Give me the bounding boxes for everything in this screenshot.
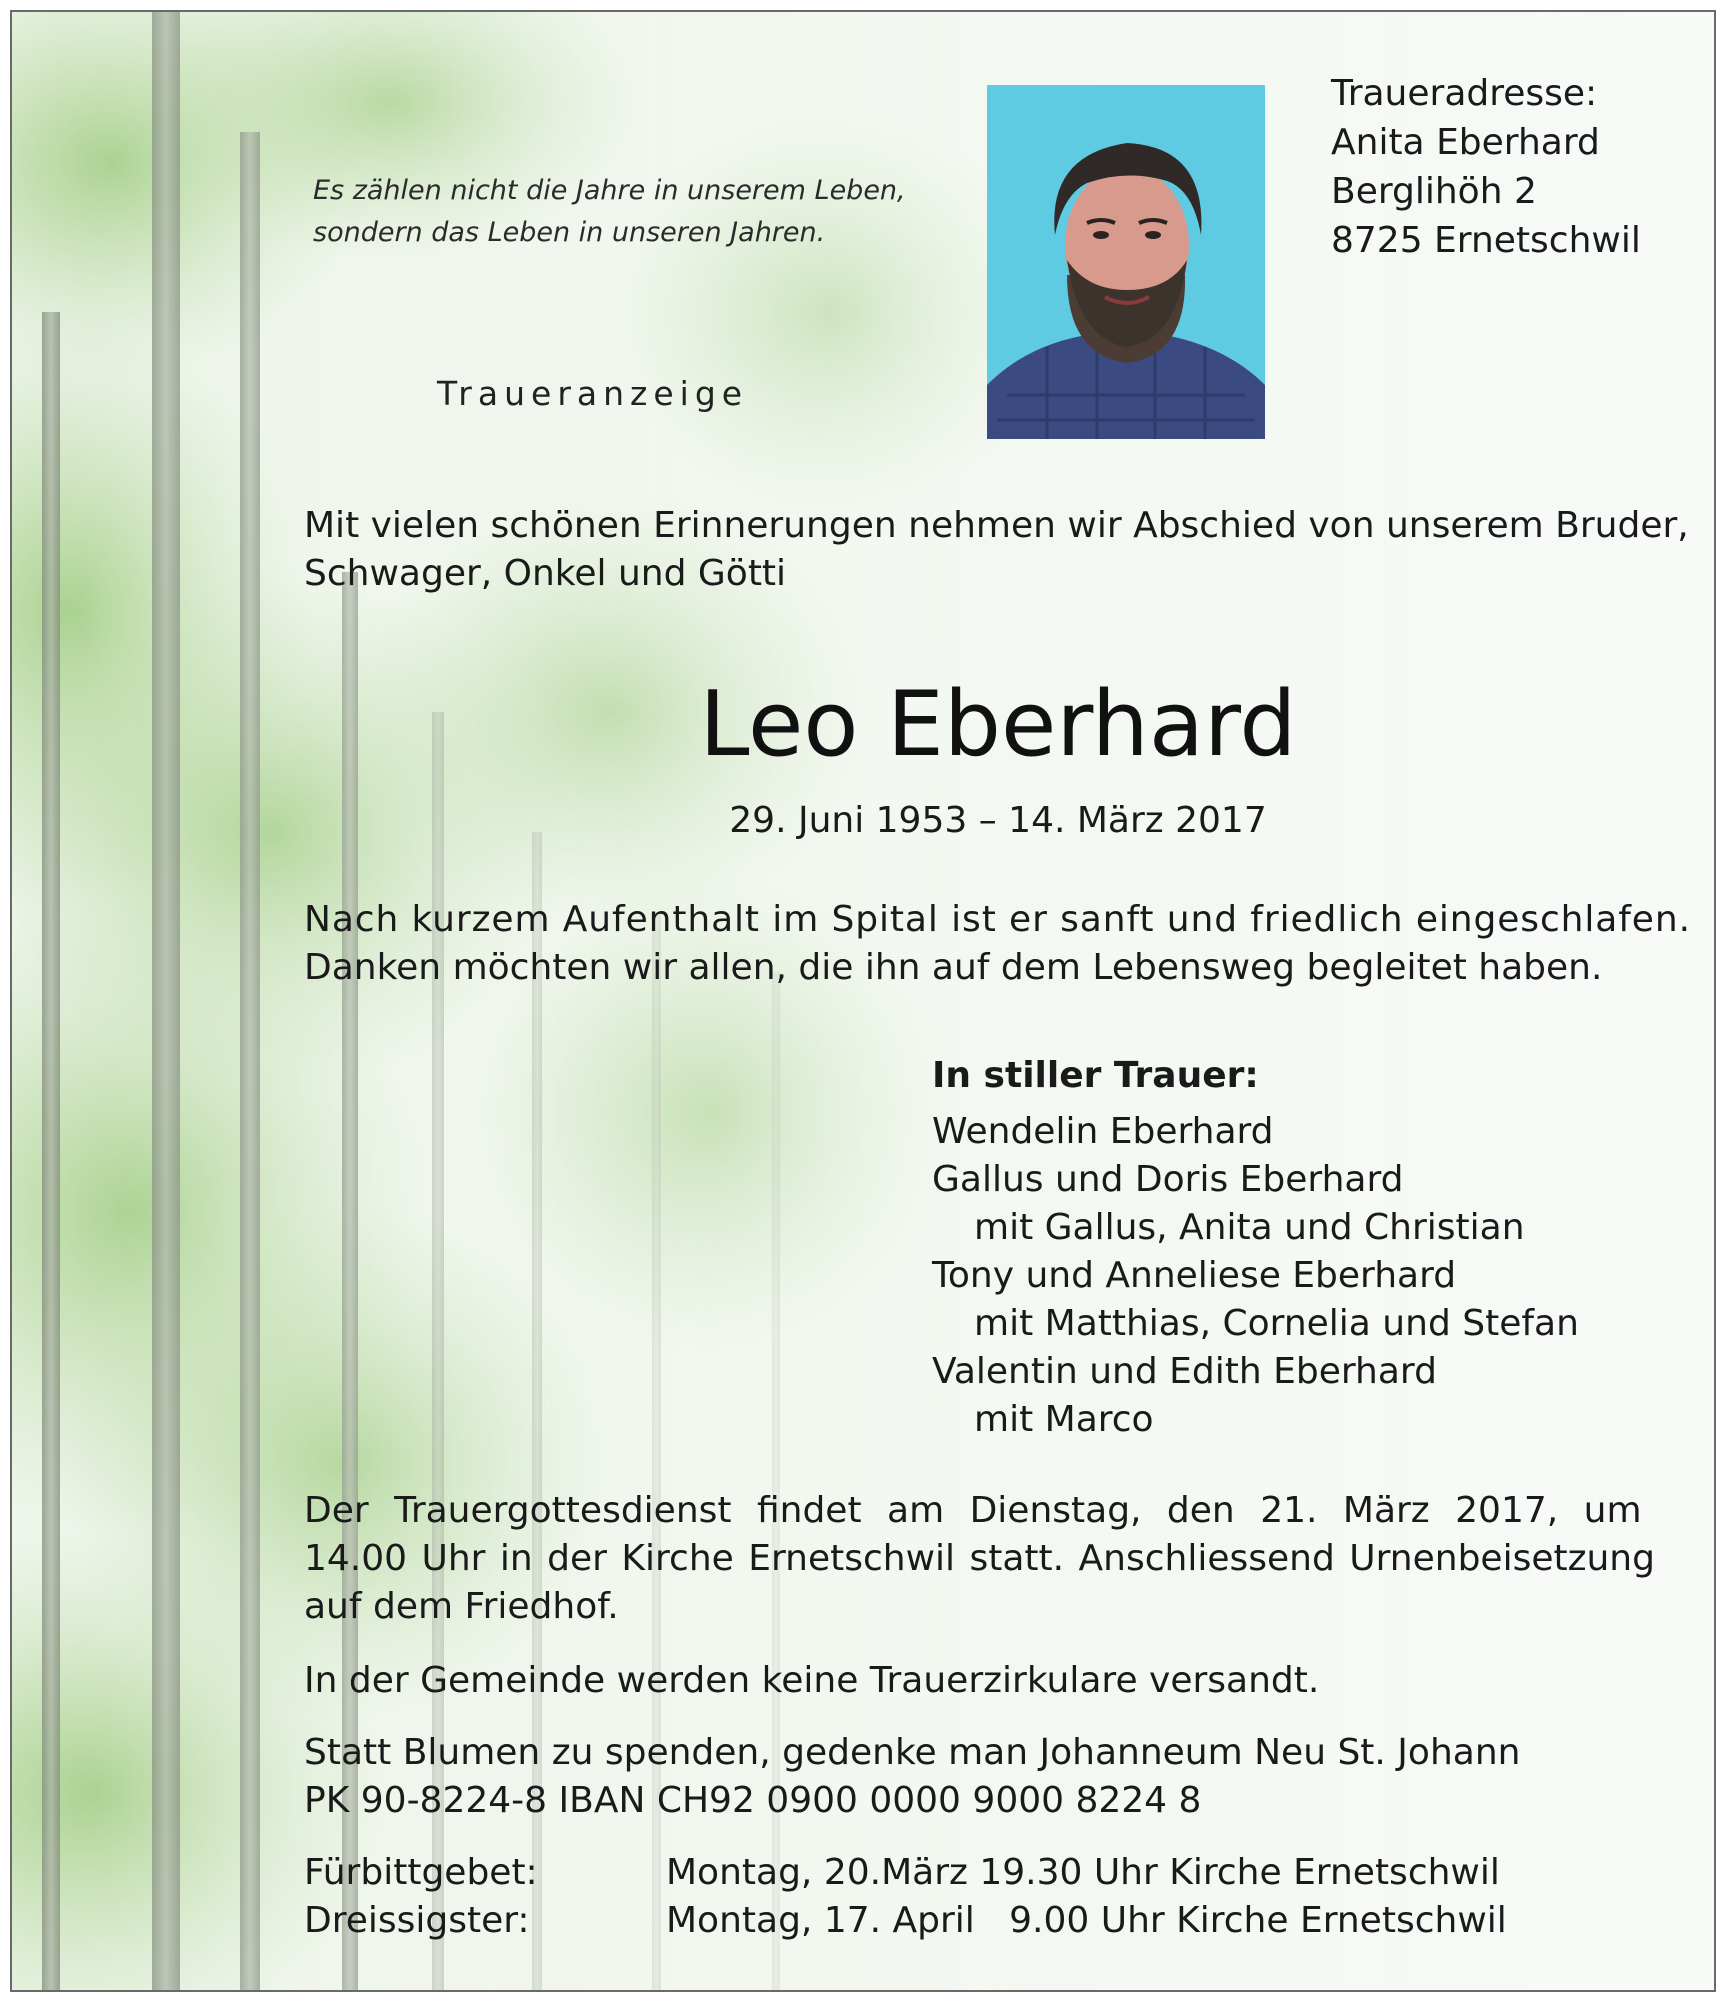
notice-line: In der Gemeinde werden keine Trauerzirkulare versandt. xyxy=(304,1660,1320,1701)
mourner-line: Valentin und Edith Eberhard xyxy=(932,1351,1437,1392)
address-street: Berglihöh 2 xyxy=(1331,171,1537,212)
farewell-message xyxy=(304,896,1691,992)
message-line: Nach kurzem Aufenthalt im Spital ist er sanft und friedlich eingeschlafen. xyxy=(304,899,1691,940)
event-row xyxy=(304,1849,1507,1897)
memorial-events xyxy=(304,1849,1507,1945)
donation-line: PK 90-8224-8 IBAN CH92 0900 0000 9000 8224 8 xyxy=(304,1780,1202,1821)
donation-info xyxy=(304,1729,1654,1825)
event-row xyxy=(304,1897,1507,1945)
intro-line: Schwager, Onkel und Götti xyxy=(304,553,787,594)
quote-line: sondern das Leben in unseren Jahren. xyxy=(313,217,826,248)
portrait-photo xyxy=(987,85,1265,439)
event-value: Montag, 20.März 19.30 Uhr Kirche Ernetschwil xyxy=(666,1852,1500,1893)
service-info xyxy=(304,1487,1654,1631)
address-name: Anita Eberhard xyxy=(1331,122,1600,163)
mourner-line: Gallus und Doris Eberhard xyxy=(932,1159,1404,1200)
address-label: Traueradresse: xyxy=(1331,73,1598,114)
obituary-notice xyxy=(10,10,1716,1992)
mourners-list xyxy=(932,1052,1579,1444)
donation-line: Statt Blumen zu spenden, gedenke man Johanneum Neu St. Johann xyxy=(304,1732,1521,1773)
intro-line: Mit vielen schönen Erinnerungen nehmen wir Abschied von unserem Bruder, xyxy=(304,505,1689,546)
mourner-line: mit Matthias, Cornelia und Stefan xyxy=(974,1303,1579,1344)
event-label: Fürbittgebet: xyxy=(304,1852,538,1893)
mourning-address xyxy=(1331,69,1641,265)
circular-notice xyxy=(304,1657,1654,1705)
address-city: 8725 Ernetschwil xyxy=(1331,220,1641,261)
mourners-heading: In stiller Trauer: xyxy=(932,1055,1259,1096)
quote-line: Es zählen nicht die Jahre in unserem Leben, xyxy=(313,175,906,206)
mourner-line: mit Gallus, Anita und Christian xyxy=(974,1207,1525,1248)
intro-text xyxy=(304,502,1689,598)
mourner-line: Tony und Anneliese Eberhard xyxy=(932,1255,1457,1296)
service-line: auf dem Friedhof. xyxy=(304,1586,619,1627)
event-label: Dreissigster: xyxy=(304,1900,530,1941)
service-line: 14.00 Uhr in der Kirche Ernetschwil statt. Anschliessend Urnenbeisetzung xyxy=(304,1538,1655,1579)
event-value: Montag, 17. April 9.00 Uhr Kirche Ernetschwil xyxy=(666,1900,1507,1941)
notice-heading: Traueranzeige xyxy=(437,374,749,413)
mourner-line: mit Marco xyxy=(974,1399,1154,1440)
mourner-line: Wendelin Eberhard xyxy=(932,1111,1274,1152)
message-line: Danken möchten wir allen, die ihn auf dem Lebensweg begleitet haben. xyxy=(304,947,1603,988)
life-dates: 29. Juni 1953 – 14. März 2017 xyxy=(729,800,1267,841)
deceased-name: Leo Eberhard xyxy=(699,672,1297,777)
service-line: Der Trauergottesdienst findet am Dienstag, den 21. März 2017, um xyxy=(304,1490,1642,1531)
memorial-quote xyxy=(313,170,906,254)
